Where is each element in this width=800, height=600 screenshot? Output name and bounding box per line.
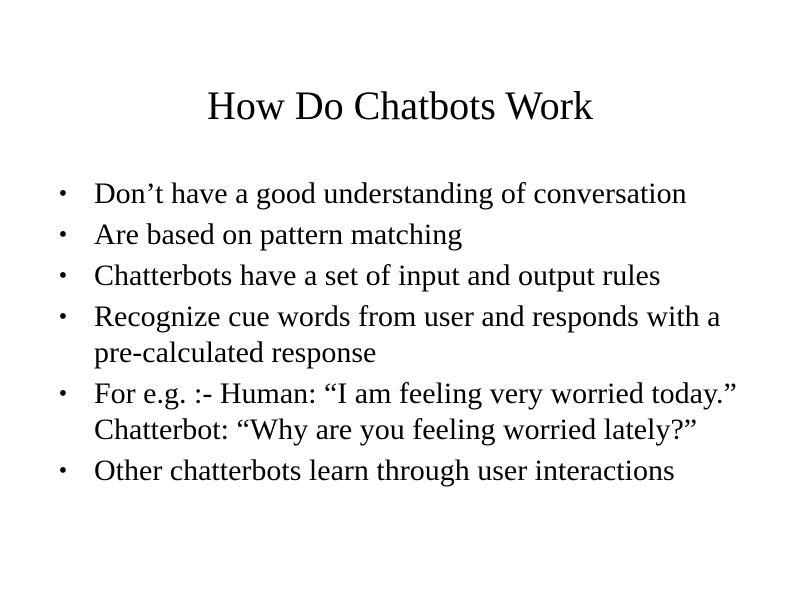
bullet-item (48, 299, 768, 371)
bullet-text: Don’t have a good understanding of conversation (94, 177, 687, 210)
bullet-text: For e.g. :- Human: “I am feeling very worried today.” (94, 377, 737, 410)
slide-title: How Do Chatbots Work (206, 83, 594, 128)
bullet-icon: • (58, 263, 68, 289)
bullet-icon: • (58, 222, 68, 248)
bullet-item (48, 453, 768, 489)
bullet-item (48, 217, 768, 253)
bullet-icon: • (58, 304, 68, 330)
bullet-icon: • (58, 458, 68, 484)
bullet-item (48, 176, 768, 212)
bullet-icon: • (58, 381, 68, 407)
bullet-item (48, 258, 768, 294)
bullet-text: Chatterbots have a set of input and output rules (94, 259, 661, 292)
bullet-continuation-text: Chatterbot: “Why are you feeling worried lately?” (94, 413, 698, 446)
bullet-icon: • (58, 181, 68, 207)
bullet-text: Other chatterbots learn through user interactions (94, 454, 675, 487)
bullet-list (48, 176, 768, 494)
bullet-text: Are based on pattern matching (94, 218, 463, 251)
bullet-text: Recognize cue words from user and responds with a pre-calculated response (94, 300, 721, 369)
bullet-item (48, 376, 768, 448)
